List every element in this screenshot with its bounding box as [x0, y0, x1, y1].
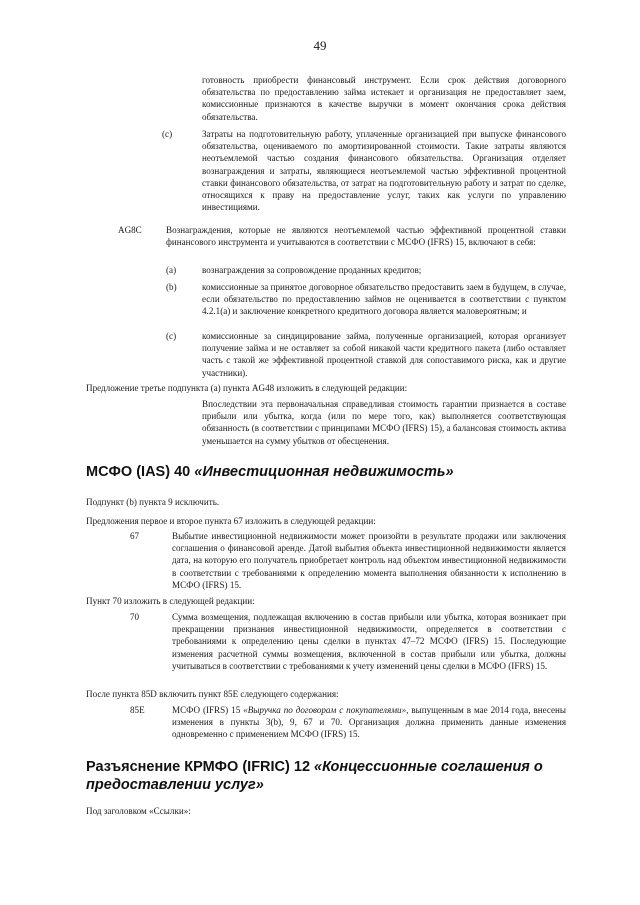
ag48-quote: Впоследствии эта первоначальная справедливая стоимость гарантии признается в составе прибыли или убытка, когда (или по мере того, как) выполняется соответствующая обязанность (в соответствии с принципами МСФО (IFRS) 15), а балансовая стоимость актива уменьшается на сумму убытков от обесценения.: [202, 399, 566, 446]
ag8c-item-b-text: комиссионные за принятое договорное обязательство предоставить заем в будущем, в случае, если обязательство по предоставлению займов не оценивается в соответствии с пунктом 4.2.1(a) и заключение конкретного кредитного договора является маловероятным; и: [202, 282, 566, 317]
ag8c-item-a-text: вознаграждения за сопровождение проданных кредитов;: [202, 265, 422, 275]
item-label-c-first: (c): [162, 129, 173, 139]
instruction-paragraph-70: Пункт 70 изложить в следующей редакции:: [86, 596, 255, 606]
paragraph-67-text: Выбытие инвестиционной недвижимости может произойти в результате продажи или заключения соглашения о финансовой аренде. Датой выбытия объекта инвестиционной недвижимости является дата, на которую его получатель приобретает контроль над объектом инвестиционной недвижимости в соответствии с требованиями к определению момента выполнения обязанности к исполнению в МСФО (IFRS) 15.: [172, 531, 566, 590]
item-c-first-text: Затраты на подготовительную работу, уплаченные организацией при выпуске финансового обязательства, оцениваемого по амортизированной стоимости. Такие затраты являются неотъемлемой частью создания финансового обязательства. Организация отделяет вознаграждения и затраты, являющиеся неотъемлемой частью эффективной процентной ставки финансового обязательства, от затрат на подготовительную работу и затрат по сделке, относящихся к праву на предоставление услуг, таких как услуги по управлению инвестициями.: [202, 129, 566, 213]
paragraph-70-text: Сумма возмещения, подлежащая включению в состав прибыли или убытка, которая возникает при прекращении признания инвестиционной недвижимости, определяется в соответствии с требованиями к определению цены сделки в пунктах 47–72 МСФО (IFRS) 15. Последующие изменения расчетной суммы возмещения, включенной в состав прибыли или убытка, должны учитываться в соответствии с требованиями к учету изменений цены сделки в МСФО (IFRS) 15.: [172, 612, 566, 671]
heading-ias-40: МСФО (IAS) 40 «Инвестиционная недвижимость»: [86, 464, 454, 480]
paragraph-label-67: 67: [130, 531, 140, 541]
ag8c-item-b-label: (b): [166, 282, 177, 292]
instruction-references: Под заголовком «Ссылки»:: [86, 806, 191, 816]
instruction-paragraph-67: Предложения первое и второе пункта 67 изложить в следующей редакции:: [86, 516, 376, 526]
paragraph-label-70: 70: [130, 612, 140, 622]
ag8c-item-c-text: комиссионные за синдицирование займа, полученные организацией, которая организует получение займа и не оставляет за собой никакой части кредитного пакета (либо оставляет часть с такой же эффективной процентной ставкой для сопоставимого риска, как и другие участники).: [202, 331, 566, 378]
paragraph-ag8c-intro: Вознаграждения, которые не являются неотъемлемой частью эффективной процентной ставки финансового инструмента и учитываются в соответствии с МСФО (IFRS) 15, включают в себя:: [166, 225, 566, 248]
ag8c-item-c-label: (c): [166, 331, 177, 341]
heading-ifric-12: Разъяснение КРМФО (IFRIC) 12 «Концессионные соглашения о предоставлении услуг»: [86, 759, 543, 793]
paragraph-85e-text: МСФО (IFRS) 15 «Выручка по договорам с покупателями», выпущенным в мае 2014 года, внесены изменения в пункты 3(b), 9, 67 и 70. Организация должна применить данные изменения одновременно с применением МСФО (IFRS) 15.: [172, 705, 566, 740]
paragraph-label-85e: 85E: [130, 705, 145, 715]
instruction-paragraph-85e: После пункта 85D включить пункт 85E следующего содержания:: [86, 689, 339, 699]
paragraph-label-ag8c: AG8C: [118, 225, 142, 235]
instruction-subitem-b: Подпункт (b) пункта 9 исключить.: [86, 497, 220, 507]
continuation-paragraph: готовность приобрести финансовый инструмент. Если срок действия договорного обязательства по предоставлению займа истекает и организация не предоставляет заем, комиссионные признаются в качестве выручки в момент окончания срока действия обязательства.: [202, 75, 566, 122]
ag8c-item-a-label: (a): [166, 265, 177, 275]
instruction-ag48: Предложение третье подпункта (a) пункта AG48 изложить в следующей редакции:: [86, 383, 408, 393]
page-number: 49: [313, 38, 327, 53]
